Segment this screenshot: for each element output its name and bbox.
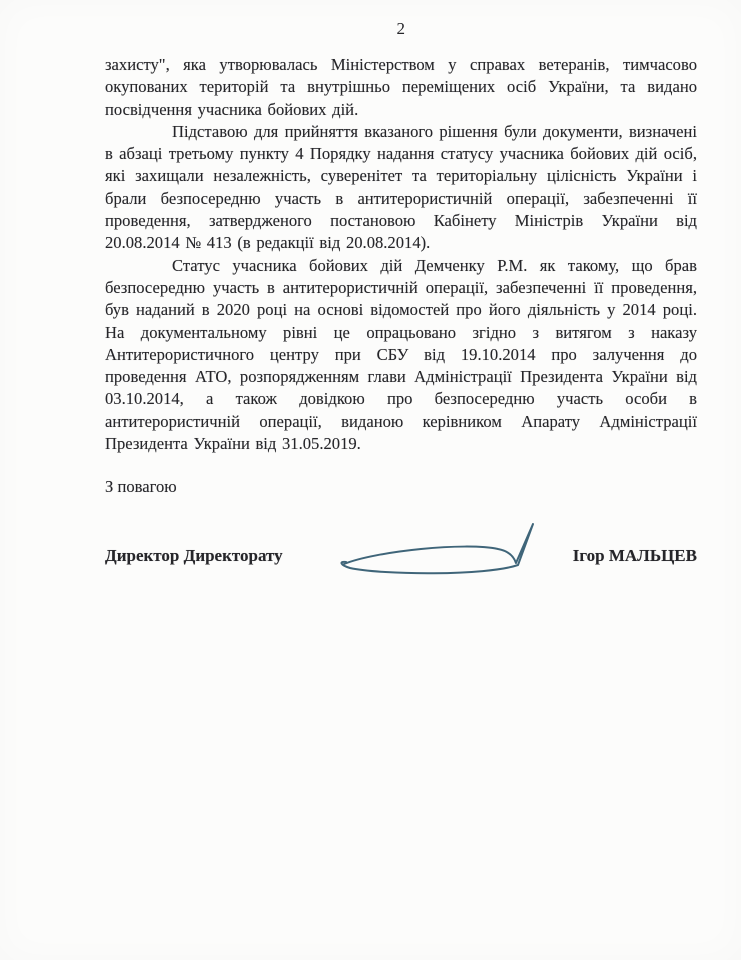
signature-block — [105, 525, 697, 587]
paragraph-continuation: захисту", яка утворювалась Міністерством у справах ветеранів, тимчасово окупованих територій та внутрішньо переміщених осіб України, та видано посвідчення учасника бойових дій. — [105, 55, 697, 119]
letter-content — [105, 18, 697, 587]
signer-title: Директор Директорату — [105, 545, 283, 565]
signer-name: Ігор МАЛЬЦЕВ — [572, 545, 697, 565]
closing-salutation: З повагою — [105, 477, 177, 497]
handwritten-signature-icon — [334, 518, 540, 580]
page-number: 2 — [396, 19, 406, 38]
paragraph-status-details: Статус учасника бойових дій Демченку Р.М. як такому, що брав безпосередню участь в антитерористичній операції, забезпеченні її проведення, був наданий в 2020 році на основі відомостей про його діяльність у 2014 році. На документальному рівні це опрацьовано згідно з витягом з наказу Антитерористичного центру при СБУ від 19.10.2014 про залучення до проведення АТО, розпорядженням глави Адміністрації Президента України від 03.10.2014, а також довідкою про безпосередню участь особи в антитерористичній операції, виданою керівником Апарату Адміністрації Президента України від 31.05.2019. — [105, 255, 697, 454]
paragraph-legal-basis: Підставою для прийняття вказаного рішення були документи, визначені в абзаці третьому пункту 4 Порядку надання статусу учасника бойових дій осіб, які захищали незалежність, суверенітет та територіальну цілісність України і брали безпосередню участь в антитерористичній операції, забезпеченні її проведення, затвердженого постановою Кабінету Міністрів України від 20.08.2014 № 413 (в редакції від 20.08.2014). — [105, 121, 697, 253]
